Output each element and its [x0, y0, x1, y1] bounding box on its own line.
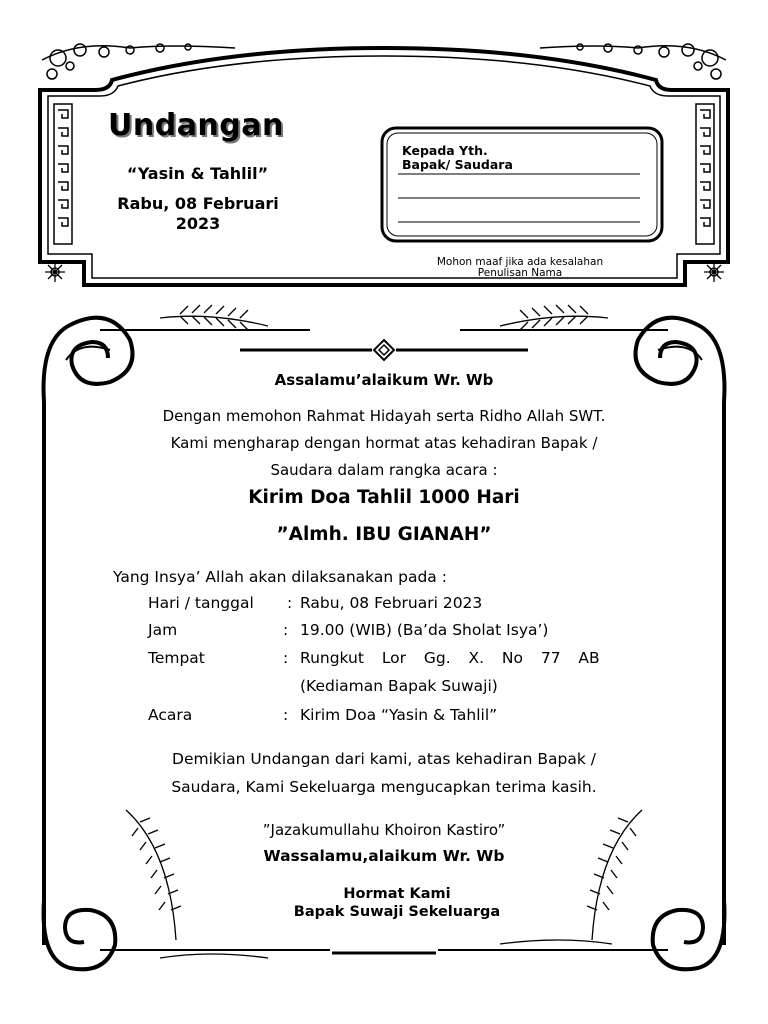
wheat-ornament-top — [160, 305, 608, 330]
detail-value-place: Rungkut Lor Gg. X. No 77 AB — [300, 649, 600, 667]
detail-label-time: Jam — [148, 621, 178, 639]
detail-label-event: Acara — [148, 706, 193, 724]
event-title: Kirim Doa Tahlil 1000 Hari — [248, 487, 520, 508]
detail-value-date: Rabu, 08 Februari 2023 — [300, 594, 483, 612]
card-title: Undangan — [108, 108, 284, 143]
detail-value-event: Kirim Doa “Yasin & Tahlil” — [300, 706, 498, 724]
schedule-intro: Yang Insya’ Allah akan dilaksanakan pada : — [113, 568, 447, 586]
card-date-line2: 2023 — [175, 214, 221, 233]
event-name: ”Almh. IBU GIANAH” — [276, 524, 492, 545]
closing-line: Saudara, Kami Sekeluarga mengucapkan terima kasih. — [171, 778, 597, 796]
detail-value-time: 19.00 (WIB) (Ba’da Sholat Isya’) — [300, 621, 549, 639]
intro-line: Saudara dalam rangka acara : — [270, 461, 498, 479]
card-date-line1: Rabu, 08 Februari — [117, 194, 279, 213]
intro-line: Kami mengharap dengan hormat atas kehadiran Bapak / — [170, 434, 598, 452]
detail-sep: : — [283, 649, 289, 667]
detail-sep: : — [283, 621, 289, 639]
card-subtitle: “Yasin & Tahlil” — [126, 164, 269, 183]
signature-line2: Bapak Suwaji Sekeluarga — [293, 904, 501, 920]
note-line2: Penulisan Nama — [477, 267, 563, 279]
intro-paragraph — [0, 403, 768, 484]
right-key-pattern — [696, 104, 714, 244]
address-heading: Kepada Yth. — [402, 143, 488, 158]
detail-sep: : — [287, 594, 293, 612]
left-key-pattern — [54, 104, 72, 244]
address-recipient: Bapak/ Saudara — [402, 157, 513, 172]
signature-line1: Hormat Kami — [343, 886, 451, 902]
closing-paragraph — [0, 745, 768, 801]
detail-value-place-note: (Kediaman Bapak Suwaji) — [300, 677, 498, 695]
greeting: Assalamu’alaikum Wr. Wb — [274, 371, 494, 389]
farewell: Wassalamu,alaikum Wr. Wb — [263, 847, 505, 865]
detail-label-date: Hari / tanggal — [148, 594, 254, 612]
prayer-text: ”Jazakumullahu Khoiron Kastiro” — [262, 821, 506, 839]
note-line1: Mohon maaf jika ada kesalahan — [436, 256, 604, 268]
intro-line: Dengan memohon Rahmat Hidayah serta Ridho Allah SWT. — [162, 407, 606, 425]
closing-line: Demikian Undangan dari kami, atas kehadiran Bapak / — [172, 750, 596, 768]
detail-label-place: Tempat — [148, 649, 205, 667]
detail-sep: : — [283, 706, 289, 724]
